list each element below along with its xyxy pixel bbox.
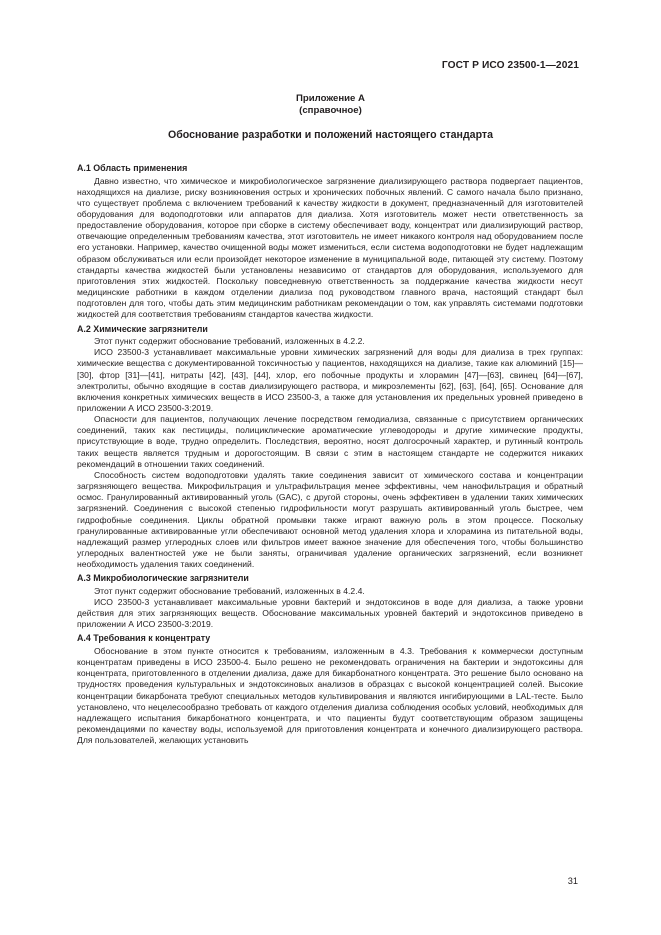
paragraph: ИСО 23500-3 устанавливает максимальные уровни химических загрязнений для воды для диализа в трех группах: химические вещества с документированной токсичностью у пациентов, находящихся на диализе, такие как алюминий [15]—[30], фтор [31]—[41], нитраты [42], [43], [44], хлор, его побочные продукты и хлорамин [47]—[63], свинец [64]—[67], электролиты, обычно входящие в состав диализирующего раствора, и микроэлементы [62], [63], [64], [65]. Основание для включения конкретных химических веществ в ИСО 23500-3, а также для установления их предельных уровней приведено в приложении А ИСО 23500-3:2019. bbox=[77, 347, 583, 413]
paragraph: Опасности для пациентов, получающих лечение посредством гемодиализа, связанные с присутствием органических соединений, таких как пестициды, полициклические ароматические углеводороды и другие химические продукты, присутствующие в воде, трудно определить. Последствия, вероятно, носят долгосрочный характер, и рутинный контроль таких веществ является трудным и дорогостоящим. В связи с этим в настоящем стандарте не содержится никаких рекомендаций в отношении таких соединений. bbox=[77, 414, 583, 469]
standard-code-header: ГОСТ Р ИСО 23500-1—2021 bbox=[441, 60, 579, 71]
document-body bbox=[77, 160, 583, 746]
section-a1 bbox=[77, 163, 583, 321]
appendix-title: Приложение А bbox=[296, 93, 365, 104]
section-a2 bbox=[77, 324, 583, 571]
paragraph: Способность систем водоподготовки удалять такие соединения зависит от химического состава и концентрации загрязняющего вещества. Микрофильтрация и ультрафильтрация менее эффективны, чем нанофильтрация и обратный осмос. Гранулированный активированный уголь (GAC), с другой стороны, очень эффективен в удалении таких химических загрязнений. Соединения с высокой степенью гидрофильности могут разрушать активированный уголь быстрее, чем гидрофобные соединения. Циклы обратной промывки также играют важную роль в этом процессе. Поскольку гранулированные активированные угли обеспечивают основной метод удаления хлора и хлорамина из питательной воды, надлежащий размер углеродных слоев или фильтров имеет важное значение для обеспечения того, чтобы большинство углеродных валентностей уже не были заняты, ограничивая удаление органических загрязнений, если возникнет необходимость удаления таких соединений. bbox=[77, 469, 583, 570]
paragraph: Давно известно, что химическое и микробиологическое загрязнение диализирующего раствора подвергает пациентов, находящихся на диализе, риску возникновения острых и хронических побочных явлений. С самого начала было признано, что существует проблема с включением требований к качеству жидкости в документ, предназначенный для изготовителей оборудования для водоподготовки или аппаратов для диализа. Хотя изготовитель может нести ответственность за предоставление оборудования, которое при сборке в систему обеспечивает воду, концентрат или диализирующий раствор, отвечающие определенным требованиям качества, этот изготовитель не имеет никакого контроля над оборудованием после его установки. Например, качество очищенной воды может измениться, если система водоподготовки не будет надлежащим образом обслуживаться или если произойдет некоторое изменение в муниципальной воде, питающей эту систему. Поэтому стандарты качества жидкостей были установлены независимо от стандартов для оборудования, используемого для приготовления этих жидкостей. Поскольку повседневную ответственность за поддержание качества жидкости несут медицинские работники в каждом отделении диализа под руководством главного врача, настоящий стандарт был подготовлен для того, чтобы дать этим медицинским работникам рекомендации о том, как управлять системами подготовки жидкостей для соответствия требованиям стандартов качества жидкости. bbox=[77, 175, 583, 320]
section-heading: А.4 Требования к концентрату bbox=[77, 633, 211, 644]
section-a4 bbox=[77, 633, 583, 746]
paragraph: ИСО 23500-3 устанавливает максимальные уровни бактерий и эндотоксинов в воде для диализа, а также уровни действия для этих загрязняющих веществ. Обоснование максимальных уровней бактерий и эндотоксинов приведено в приложении А ИСО 23500-3:2019. bbox=[77, 596, 583, 630]
section-heading: А.2 Химические загрязнители bbox=[77, 323, 208, 334]
paragraph: Обоснование в этом пункте относится к требованиям, изложенным в 4.3. Требования к коммерчески доступным концентратам приведены в ИСО 23500-4. Было решено не рекомендовать ограничения на бактерии и эндотоксины для концентрата, приготовленного в отделении диализа, даже для бикарбонатного концентрата. Это решение было основано на трудностях проведения культуральных и эндотоксиновых анализов в образцах с высокой концентрацией солей. Высокие концентрации бикарбоната требуют специальных методов культивирования и являются ингибирующими в LAL-тесте. Было установлено, что нецелесообразно требовать от каждого отделения диализа соблюдения особых условий, необходимых для надлежащего испытания бикарбонатного концентрата, и что пациенты будут соответствующим образом защищены рекомендациями по качеству воды, используемой для приготовления концентрата и конечного диализирующего раствора. Для пользователей, желающих установить bbox=[77, 645, 583, 746]
paragraph: Этот пункт содержит обоснование требований, изложенных в 4.2.2. bbox=[94, 336, 365, 347]
paragraph: Этот пункт содержит обоснование требований, изложенных в 4.2.4. bbox=[94, 585, 365, 596]
document-title: Обоснование разработки и положений настоящего стандарта bbox=[168, 129, 493, 141]
section-heading: А.3 Микробиологические загрязнители bbox=[77, 573, 249, 584]
appendix-subtitle: (справочное) bbox=[299, 105, 362, 116]
section-a3 bbox=[77, 573, 583, 630]
section-heading: А.1 Область применения bbox=[77, 163, 188, 173]
page-number: 31 bbox=[567, 876, 578, 886]
